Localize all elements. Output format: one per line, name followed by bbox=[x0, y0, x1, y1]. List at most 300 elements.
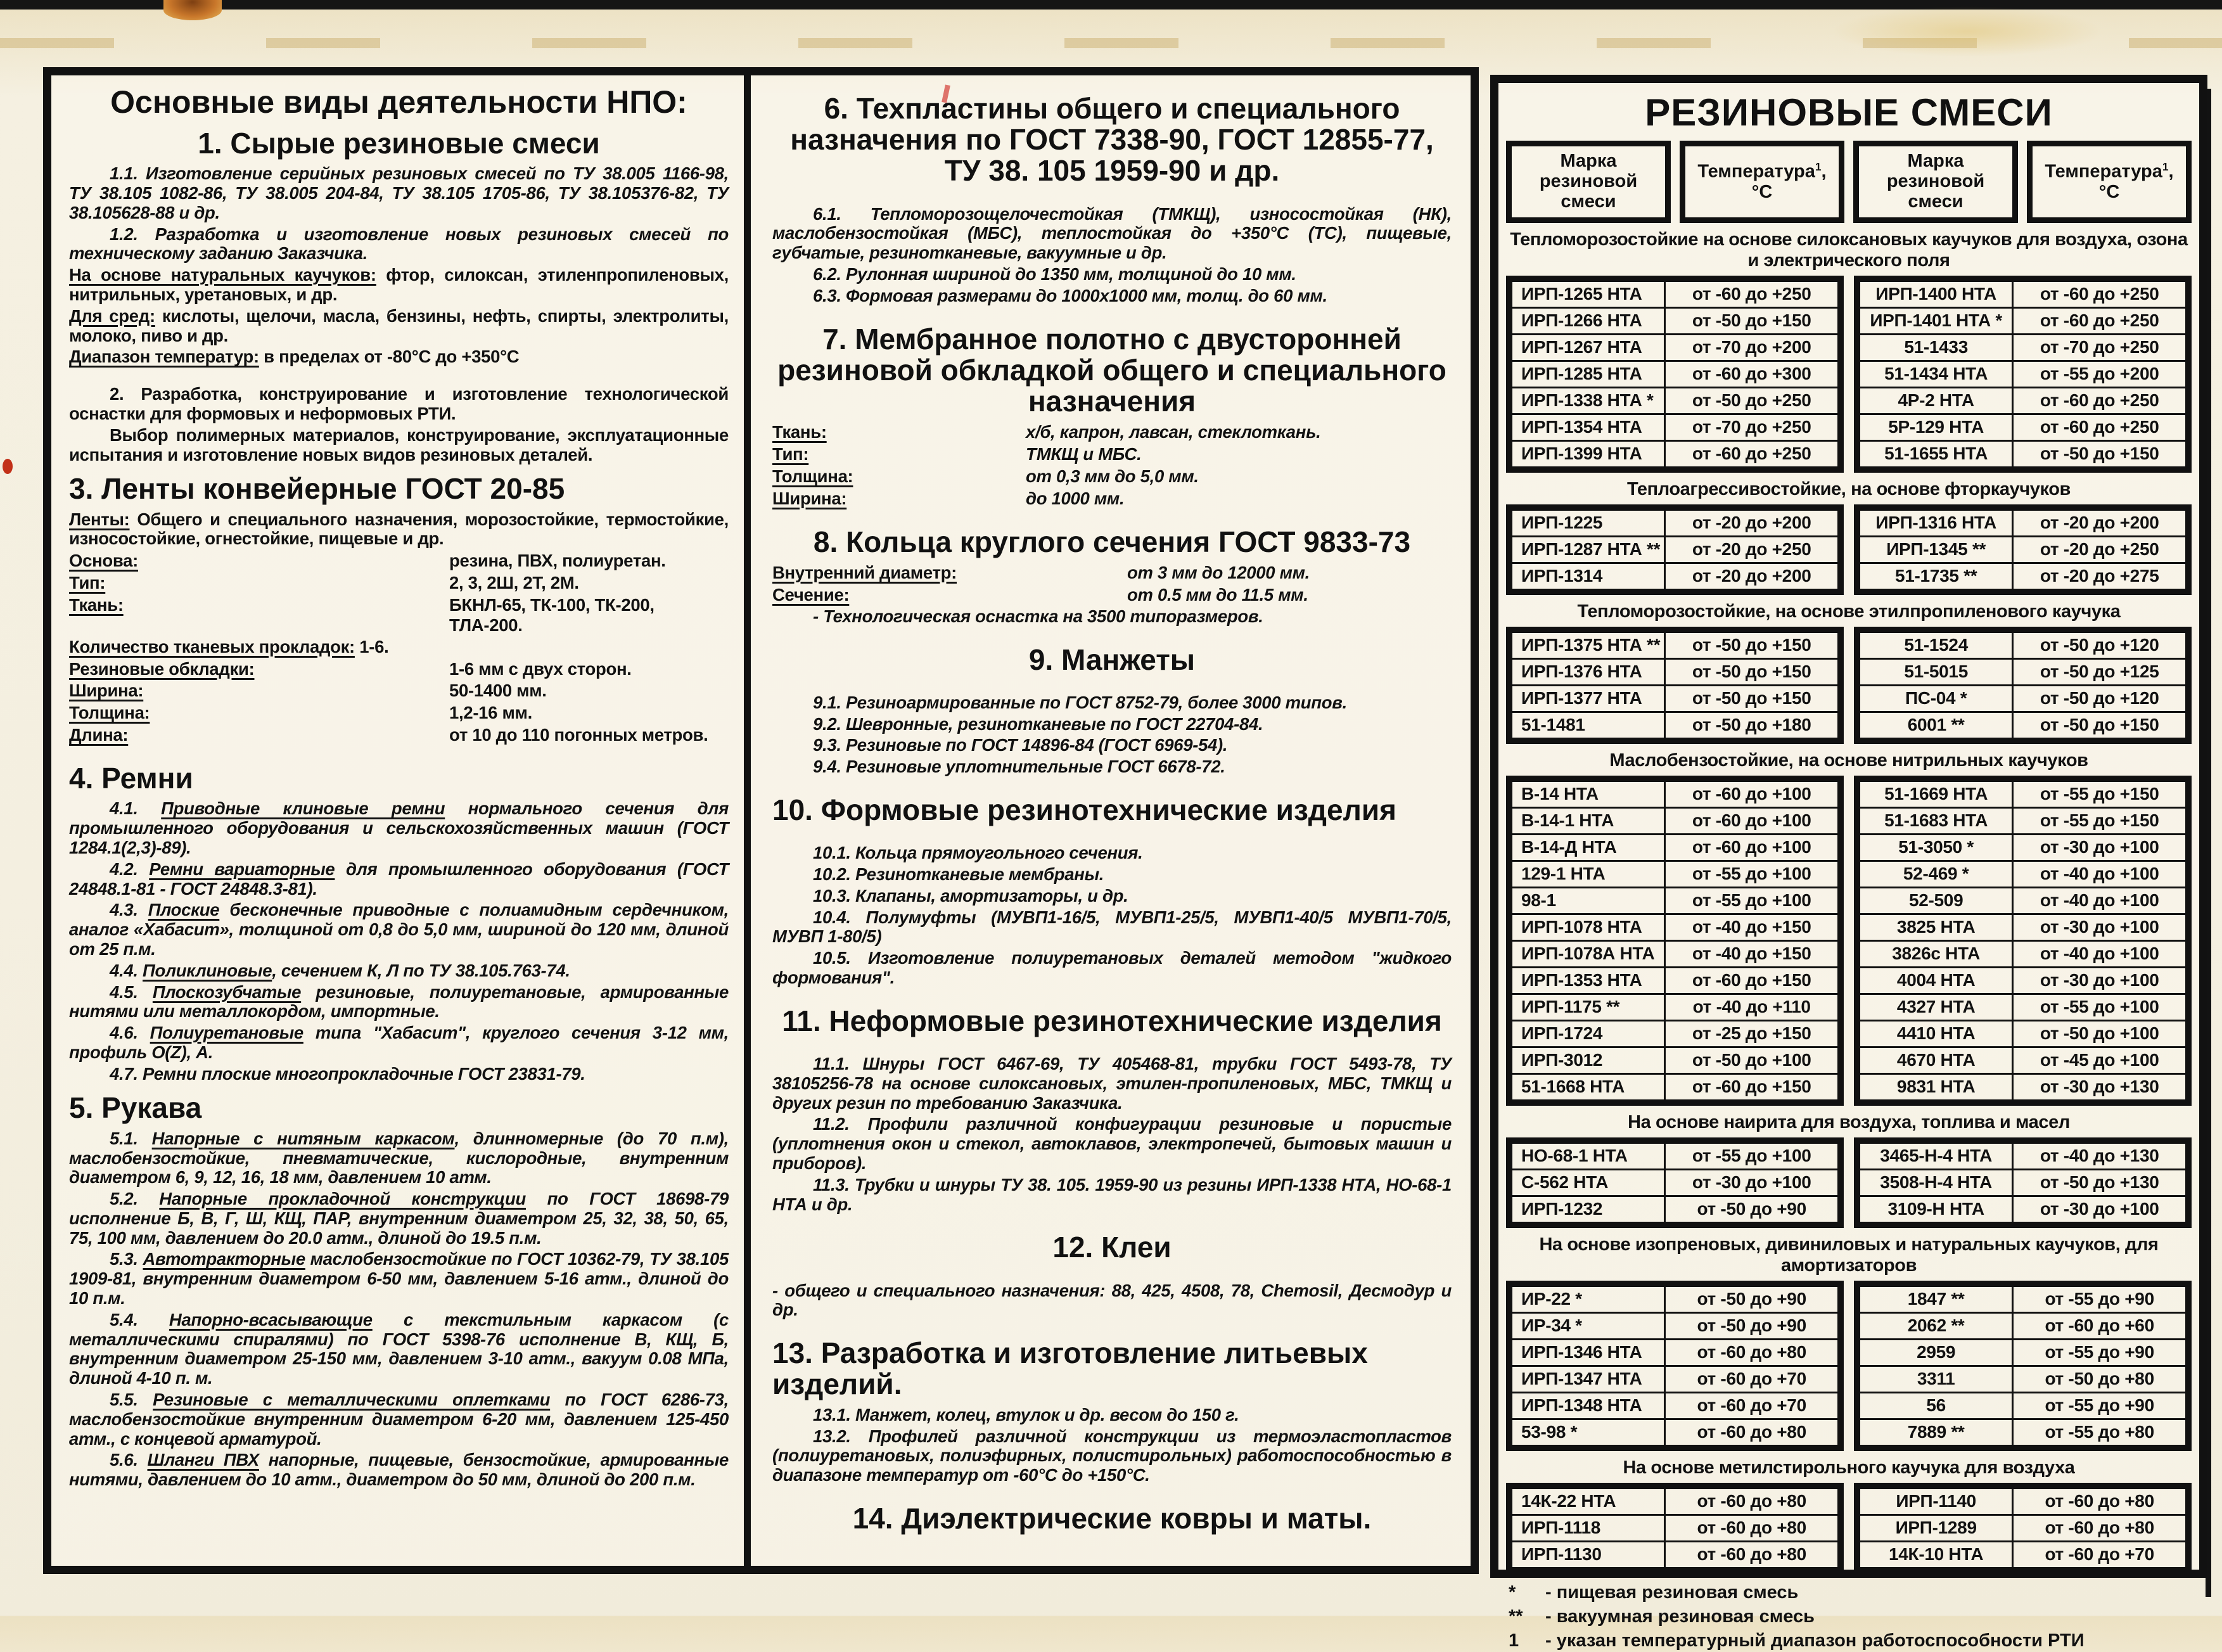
text-block: 9.4. Резиновые уплотнительные ГОСТ 6678-72. bbox=[813, 757, 1225, 777]
group-heading: Маслобензостойкие, на основе нитрильных каучуков bbox=[1609, 750, 2088, 771]
table-row bbox=[1509, 508, 1841, 537]
table-row bbox=[1509, 1366, 1841, 1392]
scan-stain-yellow bbox=[1831, 6, 2104, 57]
table-row bbox=[1509, 1169, 1841, 1196]
rubber-mix-table-right bbox=[1854, 276, 2192, 473]
mark-cell: ИР-34 * bbox=[1509, 1312, 1665, 1339]
mark-cell: ИРП-1078 НТА bbox=[1509, 914, 1665, 940]
text-block: 10.3. Клапаны, амортизаторы, и др. bbox=[813, 885, 1128, 906]
mark-cell: 51-5015 bbox=[1857, 658, 2013, 685]
group-heading: Тепломорозостойкие, на основе этилпропиленового каучука bbox=[1577, 601, 2121, 622]
temperature-cell: от -50 до +150 bbox=[2013, 440, 2188, 470]
table-row bbox=[1509, 1486, 1841, 1515]
mark-cell: 14К-22 НТА bbox=[1509, 1486, 1665, 1515]
text-block: 4.4. Поликлиновые, сечением К, Л по ТУ 38.105.763-74. bbox=[110, 960, 570, 980]
temperature-cell: от -70 до +250 bbox=[1665, 414, 1841, 440]
table-row bbox=[1509, 1392, 1841, 1419]
table-row bbox=[1509, 563, 1841, 592]
mark-cell: 51-1434 НТА bbox=[1857, 361, 2013, 387]
table-row bbox=[1857, 440, 2188, 470]
table-row bbox=[1509, 630, 1841, 659]
column-header-temperature bbox=[1680, 141, 1844, 223]
text-block: Для сред: кислоты, щелочи, масла, бензины, нефть, спирты, электролиты, молоко, пиво и др. bbox=[69, 305, 729, 345]
table-row bbox=[1857, 685, 2188, 712]
rubber-mix-table-left bbox=[1506, 1137, 1844, 1228]
table-row bbox=[1509, 861, 1841, 887]
table-row bbox=[1509, 1141, 1841, 1170]
section-heading-10: 10. Формовые резинотехнические изделия bbox=[772, 793, 1396, 827]
rubber-mix-table-left bbox=[1506, 276, 1844, 473]
mark-cell: ИРП-1347 НТА bbox=[1509, 1366, 1665, 1392]
section-heading-8: 8. Кольца круглого сечения ГОСТ 9833-73 bbox=[813, 525, 1411, 558]
mark-cell: ПС-04 * bbox=[1857, 685, 2013, 712]
scan-red-mark bbox=[3, 459, 13, 474]
table-row bbox=[1509, 536, 1841, 563]
table-row bbox=[1509, 414, 1841, 440]
mark-cell: 51-3050 * bbox=[1857, 834, 2013, 861]
mark-cell: 3825 НТА bbox=[1857, 914, 2013, 940]
left-column bbox=[51, 75, 751, 1566]
table-row bbox=[1509, 1339, 1841, 1366]
temperature-cell: от -50 до +90 bbox=[1665, 1196, 1841, 1225]
table-row bbox=[1857, 1284, 2188, 1313]
temperature-cell: от -60 до +80 bbox=[1665, 1541, 1841, 1570]
table-row bbox=[1509, 967, 1841, 994]
temperature-cell: от -30 до +100 bbox=[1665, 1169, 1841, 1196]
rubber-mix-table-right bbox=[1854, 776, 2192, 1106]
text-block: Внутренний диаметр: от 3 мм до 12000 мм. bbox=[772, 563, 1310, 583]
table-row bbox=[1509, 279, 1841, 308]
table-row bbox=[1857, 414, 2188, 440]
mark-cell: ИРП-1314 bbox=[1509, 563, 1665, 592]
text-block: 11.3. Трубки и шнуры ТУ 38. 105. 1959-90 из резины ИРП-1338 НТА, НО-68-1 НТА и др. bbox=[772, 1174, 1452, 1214]
temperature-cell: от -50 до +250 bbox=[1665, 387, 1841, 414]
temperature-cell: от -55 до +100 bbox=[2013, 994, 2188, 1020]
text-block: - общего и специального назначения: 88, 425, 4508, 78, Chemosil, Десмодур и др. bbox=[772, 1280, 1452, 1320]
temperature-cell: от -50 до +80 bbox=[2013, 1366, 2188, 1392]
text-block: Тип: 2, 3, 2Ш, 2Т, 2М. bbox=[69, 573, 579, 593]
temperature-cell: от -60 до +60 bbox=[2013, 1312, 2188, 1339]
mark-cell: 3508-Н-4 НТА bbox=[1857, 1169, 2013, 1196]
temperature-cell: от -20 до +250 bbox=[2013, 536, 2188, 563]
table-row bbox=[1857, 914, 2188, 940]
group-tables bbox=[1506, 1137, 2192, 1228]
mark-cell: 5Р-129 НТА bbox=[1857, 414, 2013, 440]
table-row bbox=[1857, 887, 2188, 914]
temperature-cell: от -50 до +180 bbox=[1665, 712, 1841, 741]
temperature-cell: от -50 до +100 bbox=[2013, 1020, 2188, 1047]
footnote bbox=[1509, 1630, 2189, 1651]
scan-stain-blob bbox=[163, 0, 222, 20]
temperature-cell: от -55 до +100 bbox=[1665, 1141, 1841, 1170]
section-heading-3: 3. Ленты конвейерные ГОСТ 20-85 bbox=[69, 472, 565, 506]
text-block: Тип: ТМКЩ и МБС. bbox=[772, 444, 1142, 464]
section-heading-4: 4. Ремни bbox=[69, 762, 193, 795]
temperature-cell: от -55 до +150 bbox=[2013, 807, 2188, 834]
text-block: 9.3. Резиновые по ГОСТ 14896-84 (ГОСТ 6969-54). bbox=[813, 735, 1228, 755]
table-row bbox=[1857, 1419, 2188, 1448]
text-block: 6.2. Рулонная шириной до 1350 мм, толщиной до 10 мм. bbox=[813, 264, 1296, 285]
text-block: 5.4. Напорно-всасывающие с текстильным каркасом (с металлическими спиралями) по ГОСТ 5398-76 исполнение В, КЩ, Б, внутренним диаметром 25-150 мм, давлением 3-10 атм., вакуум 0.08 МПа, длиной 4-10 п. м. bbox=[69, 1309, 729, 1388]
mark-cell: ИРП-1078А НТА bbox=[1509, 940, 1665, 967]
mark-cell: ИРП-1375 НТА ** bbox=[1509, 630, 1665, 659]
table-row bbox=[1857, 1312, 2188, 1339]
table-row bbox=[1509, 994, 1841, 1020]
table-row bbox=[1857, 779, 2188, 808]
table-row bbox=[1509, 834, 1841, 861]
temperature-cell: от -20 до +200 bbox=[2013, 508, 2188, 537]
temperature-cell: от -55 до +100 bbox=[1665, 887, 1841, 914]
temperature-cell: от -50 до +90 bbox=[1665, 1284, 1841, 1313]
mark-cell: 3465-Н-4 НТА bbox=[1857, 1141, 2013, 1170]
mark-cell: 53-98 * bbox=[1509, 1419, 1665, 1448]
mark-cell: ИРП-1266 НТА bbox=[1509, 307, 1665, 334]
section-heading-12: 12. Клеи bbox=[1052, 1231, 1172, 1264]
temperature-cell: от -20 до +200 bbox=[1665, 563, 1841, 592]
table-row bbox=[1857, 807, 2188, 834]
text-block: Ленты: Общего и специального назначения, морозостойкие, термостойкие, износостойкие, огнестойкие, пищевые и др. bbox=[69, 509, 729, 549]
table-row bbox=[1509, 1047, 1841, 1073]
temperature-cell: от -40 до +130 bbox=[2013, 1141, 2188, 1170]
temperature-cell: от -60 до +70 bbox=[2013, 1541, 2188, 1570]
mark-cell: ИРП-1285 НТА bbox=[1509, 361, 1665, 387]
table-row bbox=[1857, 1392, 2188, 1419]
text-block: 13.1. Манжет, колец, втулок и др. весом до 150 г. bbox=[813, 1404, 1239, 1425]
temperature-cell: от -30 до +100 bbox=[2013, 914, 2188, 940]
table-row bbox=[1509, 914, 1841, 940]
temperature-cell: от -60 до +250 bbox=[2013, 307, 2188, 334]
table-header-row bbox=[1506, 141, 2192, 223]
section-heading-14: 14. Диэлектрические ковры и маты. bbox=[852, 1501, 1372, 1535]
mark-cell: ИРП-1232 bbox=[1509, 1196, 1665, 1225]
temperature-cell: от -55 до +90 bbox=[2013, 1284, 2188, 1313]
mark-cell: ИРП-1118 bbox=[1509, 1514, 1665, 1541]
page-title: Основные виды деятельности НПО: bbox=[110, 84, 687, 120]
mark-cell: ИРП-1175 ** bbox=[1509, 994, 1665, 1020]
temperature-cell: от -55 до +200 bbox=[2013, 361, 2188, 387]
group-heading: На основе изопреновых, дивиниловых и натуральных каучуков, для амортизаторов bbox=[1539, 1234, 2159, 1276]
temperature-cell: от -45 до +100 bbox=[2013, 1047, 2188, 1073]
text-block: На основе натуральных каучуков: фтор, силоксан, этиленпропиленовых, нитрильных, уретановых, и др. bbox=[69, 265, 729, 304]
rubber-mix-table-right bbox=[1854, 1483, 2192, 1573]
mark-cell: 52-469 * bbox=[1857, 861, 2013, 887]
text-block: 4.6. Полиуретановые типа "Хабасит", круглого сечения 3-12 мм, профиль O(Z), А. bbox=[69, 1023, 729, 1062]
table-row bbox=[1857, 994, 2188, 1020]
group-tables bbox=[1506, 776, 2192, 1106]
column-header-mark-label: Марка резиновой смеси bbox=[1539, 151, 1638, 212]
table-row bbox=[1857, 1339, 2188, 1366]
mark-cell: ИРП-1265 НТА bbox=[1509, 279, 1665, 308]
temperature-cell: от -50 до +150 bbox=[1665, 658, 1841, 685]
mark-cell: ИРП-1338 НТА * bbox=[1509, 387, 1665, 414]
table-row bbox=[1857, 834, 2188, 861]
table-row bbox=[1509, 685, 1841, 712]
table-row bbox=[1857, 279, 2188, 308]
column-header-temperature-label: Температура$^1$,°С bbox=[1697, 160, 1827, 202]
table-row bbox=[1509, 440, 1841, 470]
group-heading: На основе метилстирольного каучука для воздуха bbox=[1623, 1457, 2075, 1478]
activities-box bbox=[43, 67, 1479, 1574]
temperature-cell: от -20 до +200 bbox=[1665, 508, 1841, 537]
section-heading-13: 13. Разработка и изготовление литьевых изделий. bbox=[772, 1336, 1368, 1401]
section-heading-6: 6. Техпластины общего и специального назначения по ГОСТ 7338-90, ГОСТ 12855-77, ТУ 38. 105 1959-90 и др. bbox=[790, 92, 1434, 188]
temperature-cell: от -50 до +120 bbox=[2013, 630, 2188, 659]
footnote bbox=[1509, 1606, 2189, 1627]
mark-cell: ИРП-1267 НТА bbox=[1509, 334, 1665, 361]
mark-cell: ИРП-1400 НТА bbox=[1857, 279, 2013, 308]
group-tables bbox=[1506, 276, 2192, 473]
temperature-cell: от -60 до +80 bbox=[1665, 1486, 1841, 1515]
table-row bbox=[1509, 658, 1841, 685]
table-row bbox=[1857, 1047, 2188, 1073]
table-row bbox=[1509, 387, 1841, 414]
temperature-cell: от -60 до +100 bbox=[1665, 779, 1841, 808]
table-row bbox=[1857, 1169, 2188, 1196]
temperature-cell: от -40 до +110 bbox=[1665, 994, 1841, 1020]
text-block: Длина: от 10 до 110 погонных метров. bbox=[69, 725, 708, 745]
mark-cell: В-14-Д НТА bbox=[1509, 834, 1665, 861]
rubber-mix-table-left bbox=[1506, 504, 1844, 595]
mark-cell: ИРП-1377 НТА bbox=[1509, 685, 1665, 712]
mark-cell: ИРП-1289 bbox=[1857, 1514, 2013, 1541]
temperature-cell: от -55 до +80 bbox=[2013, 1419, 2188, 1448]
text-block: Ткань: х/б, капрон, лавсан, стеклоткань. bbox=[772, 422, 1321, 442]
text-block: 4.3. Плоские бесконечные приводные с полиамидным сердечником, аналог «Хабасит», толщиной от 0,8 до 5,0 мм, шириной до 120 мм, длиной от 25 п.м. bbox=[69, 900, 729, 959]
temperature-cell: от -60 до +70 bbox=[1665, 1392, 1841, 1419]
mark-cell: ИРП-1345 ** bbox=[1857, 536, 2013, 563]
group-tables bbox=[1506, 627, 2192, 744]
table-row bbox=[1509, 307, 1841, 334]
text-block: 5.5. Резиновые с металлическими оплетками по ГОСТ 6286-73, маслобензостойкие внутренним диаметром 6-20 мм, давлением 125-450 атм., с концевой арматурой. bbox=[69, 1390, 729, 1449]
rubber-mix-table-left bbox=[1506, 776, 1844, 1106]
mark-cell: ИРП-1353 НТА bbox=[1509, 967, 1665, 994]
temperature-cell: от -40 до +100 bbox=[2013, 887, 2188, 914]
group-heading: На основе наирита для воздуха, топлива и масел bbox=[1628, 1111, 2070, 1132]
text-block: Резиновые обкладки: 1-6 мм с двух сторон. bbox=[69, 658, 632, 679]
mark-cell: В-14-1 НТА bbox=[1509, 807, 1665, 834]
mark-cell: 51-1669 НТА bbox=[1857, 779, 2013, 808]
table-row bbox=[1857, 1541, 2188, 1570]
mark-cell: 4410 НТА bbox=[1857, 1020, 2013, 1047]
table-row bbox=[1509, 1312, 1841, 1339]
group-heading: Тепломорозостойкие на основе силоксановых каучуков для воздуха, озона и электрического поля bbox=[1510, 229, 2188, 271]
temperature-cell: от -30 до +100 bbox=[2013, 1196, 2188, 1225]
temperature-cell: от -40 до +100 bbox=[2013, 940, 2188, 967]
table-row bbox=[1857, 1020, 2188, 1047]
table-row bbox=[1857, 712, 2188, 741]
mark-cell: ИРП-1140 bbox=[1857, 1486, 2013, 1515]
mark-cell: 2062 ** bbox=[1857, 1312, 2013, 1339]
mark-cell: 2959 bbox=[1857, 1339, 2013, 1366]
text-block: 9.1. Резиноармированные по ГОСТ 8752-79, более 3000 типов. bbox=[813, 692, 1347, 712]
mark-cell: ИРП-1348 НТА bbox=[1509, 1392, 1665, 1419]
rubber-mix-table-left bbox=[1506, 1483, 1844, 1573]
mark-cell: 7889 ** bbox=[1857, 1419, 2013, 1448]
temperature-cell: от -50 до +150 bbox=[1665, 685, 1841, 712]
table-row bbox=[1857, 1486, 2188, 1515]
mark-cell: 51-1683 НТА bbox=[1857, 807, 2013, 834]
table-row bbox=[1509, 1196, 1841, 1225]
temperature-cell: от -60 до +250 bbox=[1665, 440, 1841, 470]
table-row bbox=[1857, 967, 2188, 994]
temperature-cell: от -50 до +150 bbox=[2013, 712, 2188, 741]
footnote-text: - пищевая резиновая смесь bbox=[1545, 1582, 1799, 1603]
table-row bbox=[1509, 807, 1841, 834]
mark-cell: 3109-Н НТА bbox=[1857, 1196, 2013, 1225]
text-block: 1.1. Изготовление серийных резиновых смесей по ТУ 38.005 1166-98, ТУ 38.105 1082-86, ТУ 38.005 204-84, ТУ 38.105 1705-86, ТУ 38.105376-82, ТУ 38.105628-88 и др. bbox=[69, 163, 729, 222]
footnote-symbol: * bbox=[1509, 1582, 1516, 1603]
mark-cell: 1847 ** bbox=[1857, 1284, 2013, 1313]
temperature-cell: от -25 до +150 bbox=[1665, 1020, 1841, 1047]
mark-cell: 98-1 bbox=[1509, 887, 1665, 914]
column-header-mark bbox=[1506, 141, 1671, 223]
temperature-cell: от -60 до +250 bbox=[2013, 279, 2188, 308]
temperature-cell: от -55 до +100 bbox=[1665, 861, 1841, 887]
text-block: 4.7. Ремни плоские многопрокладочные ГОСТ 23831-79. bbox=[110, 1063, 585, 1084]
text-block: 1.2. Разработка и изготовление новых резиновых смесей по техническому заданию Заказчика. bbox=[69, 224, 729, 264]
mark-cell: ИРП-1399 НТА bbox=[1509, 440, 1665, 470]
text-block: 11.2. Профили различной конфигурации резиновые и пористые (уплотнения окон и стекол, автоклавов, электропечей, бытовых машин и приборов). bbox=[772, 1114, 1452, 1174]
temperature-cell: от -60 до +100 bbox=[1665, 834, 1841, 861]
rubber-groups bbox=[1506, 229, 2192, 1573]
temperature-cell: от -40 до +150 bbox=[1665, 940, 1841, 967]
table-row bbox=[1509, 1419, 1841, 1448]
mark-cell: ИРП-3012 bbox=[1509, 1047, 1665, 1073]
mark-cell: 51-1668 НТА bbox=[1509, 1073, 1665, 1103]
group-tables bbox=[1506, 504, 2192, 595]
temperature-cell: от -55 до +90 bbox=[2013, 1392, 2188, 1419]
table-row bbox=[1857, 1366, 2188, 1392]
table-row bbox=[1857, 1073, 2188, 1103]
temperature-cell: от -20 до +250 bbox=[1665, 536, 1841, 563]
rubber-mix-table-right bbox=[1854, 1281, 2192, 1451]
mark-cell: ИРП-1401 НТА * bbox=[1857, 307, 2013, 334]
temperature-cell: от -50 до +90 bbox=[1665, 1312, 1841, 1339]
temperature-cell: от -50 до +150 bbox=[1665, 630, 1841, 659]
text-block: Толщина: от 0,3 мм до 5,0 мм. bbox=[772, 466, 1199, 487]
temperature-cell: от -30 до +100 bbox=[2013, 967, 2188, 994]
section-heading-7: 7. Мембранное полотно с двусторонней резиновой обкладкой общего и специального назначения bbox=[777, 322, 1446, 418]
mark-cell: 56 bbox=[1857, 1392, 2013, 1419]
temperature-cell: от -55 до +150 bbox=[2013, 779, 2188, 808]
text-block: 10.4. Полумуфты (МУВП1-16/5, МУВП1-25/5, МУВП1-40/5 МУВП1-70/5, МУВП 1-80/5) bbox=[772, 907, 1452, 947]
text-block: 10.2. Резинотканевые мембраны. bbox=[813, 864, 1104, 885]
text-block: Ширина: 50-1400 мм. bbox=[69, 681, 547, 701]
mark-cell: 4327 НТА bbox=[1857, 994, 2013, 1020]
mark-cell: ИРП-1346 НТА bbox=[1509, 1339, 1665, 1366]
temperature-cell: от -60 до +300 bbox=[1665, 361, 1841, 387]
table-row bbox=[1857, 536, 2188, 563]
text-block: 11.1. Шнуры ГОСТ 6467-69, ТУ 405468-81, трубки ГОСТ 5493-78, ТУ 38105256-78 на основе силоксановых, этилен-пропиленовых, МБС, ТМКЩ и других резин по требованию Заказчика. bbox=[772, 1054, 1452, 1113]
mark-cell: ИР-22 * bbox=[1509, 1284, 1665, 1313]
text-block: 4.1. Приводные клиновые ремни нормального сечения для промышленного оборудования и сельскохозяйственных машин (ГОСТ 1284.1(2,3)-89). bbox=[69, 798, 729, 857]
rubber-mix-table-left bbox=[1506, 1281, 1844, 1451]
temperature-cell: от -50 до +100 bbox=[1665, 1047, 1841, 1073]
column-header-mark bbox=[1853, 141, 2018, 223]
footnote bbox=[1509, 1582, 2189, 1603]
footnote-text: - вакуумная резиновая смесь bbox=[1545, 1606, 1815, 1627]
table-row bbox=[1509, 712, 1841, 741]
table-row bbox=[1509, 779, 1841, 808]
temperature-cell: от -60 до +100 bbox=[1665, 807, 1841, 834]
scan-edge-bar bbox=[0, 0, 2222, 10]
mark-cell: 6001 ** bbox=[1857, 712, 2013, 741]
table-row bbox=[1857, 658, 2188, 685]
mark-cell: С-562 НТА bbox=[1509, 1169, 1665, 1196]
footnote-symbol: ** bbox=[1509, 1606, 1523, 1627]
mark-cell: ИРП-1354 НТА bbox=[1509, 414, 1665, 440]
mark-cell: ИРП-1724 bbox=[1509, 1020, 1665, 1047]
text-block: 2. Разработка, конструирование и изготовление технологической оснастки для формовых и неформовых РТИ. bbox=[69, 384, 729, 423]
temperature-cell: от -30 до +130 bbox=[2013, 1073, 2188, 1103]
temperature-cell: от -60 до +250 bbox=[2013, 414, 2188, 440]
text-block: 10.1. Кольца прямоугольного сечения. bbox=[813, 843, 1143, 863]
temperature-cell: от -30 до +100 bbox=[2013, 834, 2188, 861]
mark-cell: 51-1433 bbox=[1857, 334, 2013, 361]
table-row bbox=[1857, 630, 2188, 659]
table-row bbox=[1857, 1514, 2188, 1541]
table-row bbox=[1857, 940, 2188, 967]
rubber-mixes-title: РЕЗИНОВЫЕ СМЕСИ bbox=[1645, 91, 2053, 134]
temperature-cell: от -60 до +80 bbox=[2013, 1514, 2188, 1541]
mark-cell: В-14 НТА bbox=[1509, 779, 1665, 808]
middle-column bbox=[751, 75, 1471, 1566]
table-row bbox=[1509, 1284, 1841, 1313]
rubber-mix-table-right bbox=[1854, 504, 2192, 595]
rubber-mix-table-right bbox=[1854, 1137, 2192, 1228]
column-header-mark-label: Марка резиновой смеси bbox=[1886, 151, 1985, 212]
temperature-cell: от -50 до +125 bbox=[2013, 658, 2188, 685]
mark-cell: 3311 bbox=[1857, 1366, 2013, 1392]
temperature-cell: от -50 до +120 bbox=[2013, 685, 2188, 712]
table-row bbox=[1509, 1073, 1841, 1103]
mark-cell: НО-68-1 НТА bbox=[1509, 1141, 1665, 1170]
temperature-cell: от -70 до +250 bbox=[2013, 334, 2188, 361]
text-block: Толщина: 1,2-16 мм. bbox=[69, 703, 532, 723]
text-block: Ширина: до 1000 мм. bbox=[772, 488, 1125, 508]
temperature-cell: от -60 до +150 bbox=[1665, 967, 1841, 994]
temperature-cell: от -55 до +90 bbox=[2013, 1339, 2188, 1366]
footnotes bbox=[1509, 1582, 2189, 1652]
table-row bbox=[1509, 940, 1841, 967]
table-row bbox=[1509, 887, 1841, 914]
temperature-cell: от -50 до +150 bbox=[1665, 307, 1841, 334]
rubber-mix-table-right bbox=[1854, 627, 2192, 744]
section-heading-1: 1. Сырые резиновые смеси bbox=[198, 127, 600, 160]
temperature-cell: от -40 до +150 bbox=[1665, 914, 1841, 940]
text-block: 5.6. Шланги ПВХ напорные, пищевые, бензостойкие, армированные нитями, давлением до 10 атм., диаметром до 50 мм, длиной до 200 п.м. bbox=[69, 1450, 729, 1490]
mark-cell: 51-1524 bbox=[1857, 630, 2013, 659]
mark-cell: 51-1735 ** bbox=[1857, 563, 2013, 592]
mark-cell: 4004 НТА bbox=[1857, 967, 2013, 994]
temperature-cell: от -50 до +130 bbox=[2013, 1169, 2188, 1196]
temperature-cell: от -40 до +100 bbox=[2013, 861, 2188, 887]
temperature-cell: от -60 до +150 bbox=[1665, 1073, 1841, 1103]
temperature-cell: от -60 до +70 bbox=[1665, 1366, 1841, 1392]
table-row bbox=[1509, 1541, 1841, 1570]
table-row bbox=[1857, 508, 2188, 537]
temperature-cell: от -60 до +250 bbox=[2013, 387, 2188, 414]
table-row bbox=[1857, 1196, 2188, 1225]
mark-cell: 4Р-2 НТА bbox=[1857, 387, 2013, 414]
mark-cell: 52-509 bbox=[1857, 887, 2013, 914]
temperature-cell: от -70 до +200 bbox=[1665, 334, 1841, 361]
temperature-cell: от -60 до +250 bbox=[1665, 279, 1841, 308]
text-block: Сечение: от 0.5 мм до 11.5 мм. bbox=[772, 584, 1308, 605]
text-block: Количество тканевых прокладок: 1-6. bbox=[69, 636, 389, 656]
text-block: 13.2. Профилей различной конструкции из термоэластопластов (полиуретановых, полиэфирных, полистирольных) работоспособностью в диапазоне температур от -60°С до +150°С. bbox=[772, 1426, 1452, 1485]
mark-cell: 14К-10 НТА bbox=[1857, 1541, 2013, 1570]
